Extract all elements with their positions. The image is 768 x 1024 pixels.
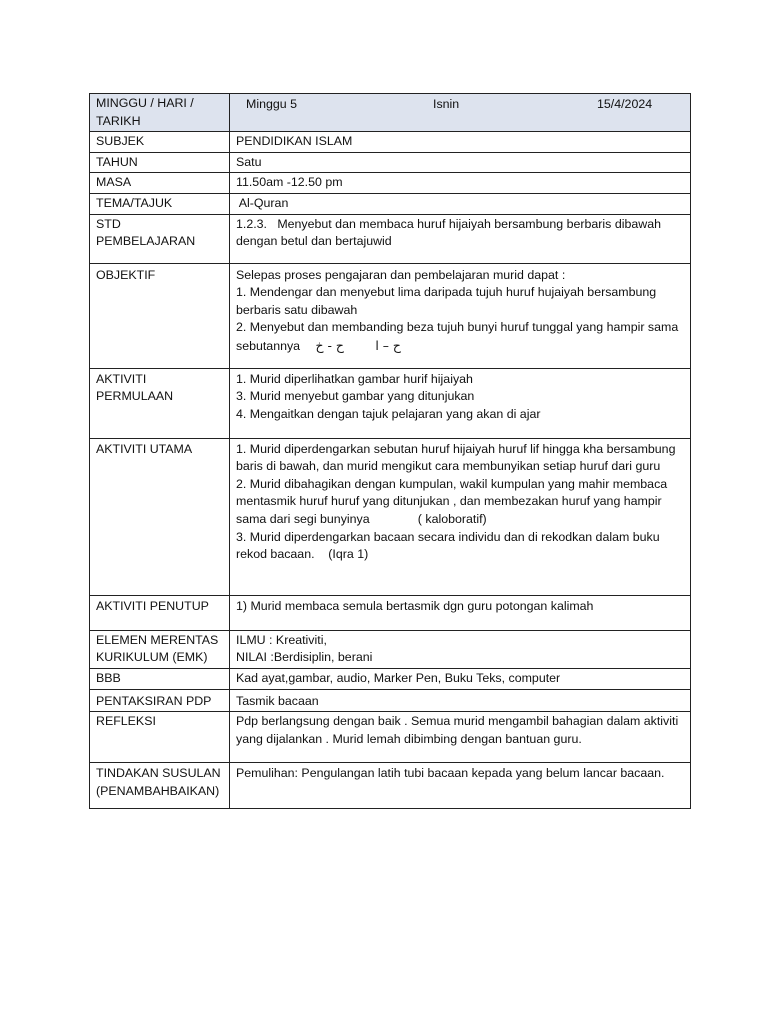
assessment-row: [90, 689, 691, 712]
subject-label: SUBJEK: [90, 132, 230, 153]
main-activity-value: [230, 438, 691, 595]
cross-curricular-row: [90, 630, 691, 668]
header-row: [90, 94, 691, 132]
opening-activity-item: 4. Mengaitkan dengan tajuk pelajaran yang akan di ajar: [236, 406, 541, 421]
objective-intro: Selepas proses pengajaran dan pembelajaran murid dapat :: [236, 267, 566, 282]
cross-curricular-value: [230, 630, 691, 668]
time-label: MASA: [90, 173, 230, 194]
header-values: [230, 94, 691, 132]
closing-activity-row: [90, 595, 691, 630]
year-value: Satu: [230, 152, 691, 173]
teaching-aids-row: [90, 668, 691, 689]
teaching-aids-value: Kad ayat,gambar, audio, Marker Pen, Buku Teks, computer: [230, 668, 691, 689]
values-value: NILAI :Berdisiplin, berani: [236, 650, 373, 665]
time-value: 11.50am -12.50 pm: [230, 173, 691, 194]
lesson-plan-table: [89, 93, 691, 809]
learning-standard-row: [90, 214, 691, 263]
objective-item-2: [236, 319, 684, 355]
date-value: 15/4/2024: [597, 97, 653, 111]
theme-row: [90, 193, 691, 214]
arabic-letters-pair-2: ح – ا: [375, 337, 401, 353]
objective-item-1: 1. Mendengar dan menyebut lima daripada tujuh huruf hujaiyah bersambung berbaris satu dibawah: [236, 285, 657, 317]
main-activity-item: 2. Murid dibahagikan dengan kumpulan, wakil kumpulan yang mahir membaca mentasmik huruf huruf yang ditunjukan , dan membezakan huruf yang hampir sama dari segi bunyinya ( kaloboratif): [236, 476, 671, 526]
year-row: [90, 152, 691, 173]
year-label: TAHUN: [90, 152, 230, 173]
closing-activity-label: AKTIVITI PENUTUP: [90, 595, 230, 630]
teaching-aids-label: BBB: [90, 668, 230, 689]
week-value: Minggu 5: [246, 97, 297, 111]
follow-up-value: Pemulihan: Pengulangan latih tubi bacaan kepada yang belum lancar bacaan.: [230, 763, 691, 809]
opening-activity-label: AKTIVITI PERMULAAN: [90, 368, 230, 438]
subject-row: [90, 132, 691, 153]
header-label: MINGGU / HARI / TARIKH: [90, 94, 230, 132]
closing-activity-value: 1) Murid membaca semula bertasmik dgn guru potongan kalimah: [230, 595, 691, 630]
opening-activity-row: [90, 368, 691, 438]
assessment-value: Tasmik bacaan: [230, 689, 691, 712]
follow-up-label: TINDAKAN SUSULAN (PENAMBAHBAIKAN): [90, 763, 230, 809]
objective-item-2-text: 2. Menyebut dan membanding beza tujuh bunyi huruf tunggal yang hampir sama sebutannya: [236, 320, 679, 353]
knowledge-value: ILMU : Kreativiti,: [236, 632, 327, 647]
follow-up-row: [90, 763, 691, 809]
theme-label: TEMA/TAJUK: [90, 193, 230, 214]
cross-curricular-label: ELEMEN MERENTAS KURIKULUM (EMK): [90, 630, 230, 668]
opening-activity-value: [230, 368, 691, 438]
main-activity-item: 1. Murid diperdengarkan sebutan huruf hijaiyah huruf lif hingga kha bersambung baris di bawah, dan murid mengikut cara membunyikan setiap huruf dari guru: [236, 441, 679, 474]
theme-value: Al-Quran: [230, 193, 691, 214]
objective-value: [230, 263, 691, 368]
reflection-label: REFLEKSI: [90, 712, 230, 763]
day-value: Isnin: [433, 97, 460, 111]
reflection-value: Pdp berlangsung dengan baik . Semua murid mengambil bahagian dalam aktiviti yang dijalankan . Murid lemah dibimbing dengan bantuan guru.: [230, 712, 691, 763]
main-activity-row: [90, 438, 691, 595]
objective-row: [90, 263, 691, 368]
objective-label: OBJEKTIF: [90, 263, 230, 368]
time-row: [90, 173, 691, 194]
subject-value: PENDIDIKAN ISLAM: [230, 132, 691, 153]
arabic-letters-pair-1: ح - خ: [315, 337, 344, 353]
learning-standard-label: STD PEMBELAJARAN: [90, 214, 230, 263]
main-activity-label: AKTIVITI UTAMA: [90, 438, 230, 595]
learning-standard-value: 1.2.3. Menyebut dan membaca huruf hijaiyah bersambung berbaris dibawah dengan betul dan bertajuwid: [230, 214, 691, 263]
assessment-label: PENTAKSIRAN PDP: [90, 689, 230, 712]
opening-activity-item: 3. Murid menyebut gambar yang ditunjukan: [236, 389, 475, 404]
opening-activity-item: 1. Murid diperlihatkan gambar hurif hijaiyah: [236, 371, 473, 386]
reflection-row: [90, 712, 691, 763]
main-activity-item: 3. Murid diperdengarkan bacaan secara individu dan di rekodkan dalam buku rekod bacaan. (Iqra 1): [236, 529, 664, 562]
